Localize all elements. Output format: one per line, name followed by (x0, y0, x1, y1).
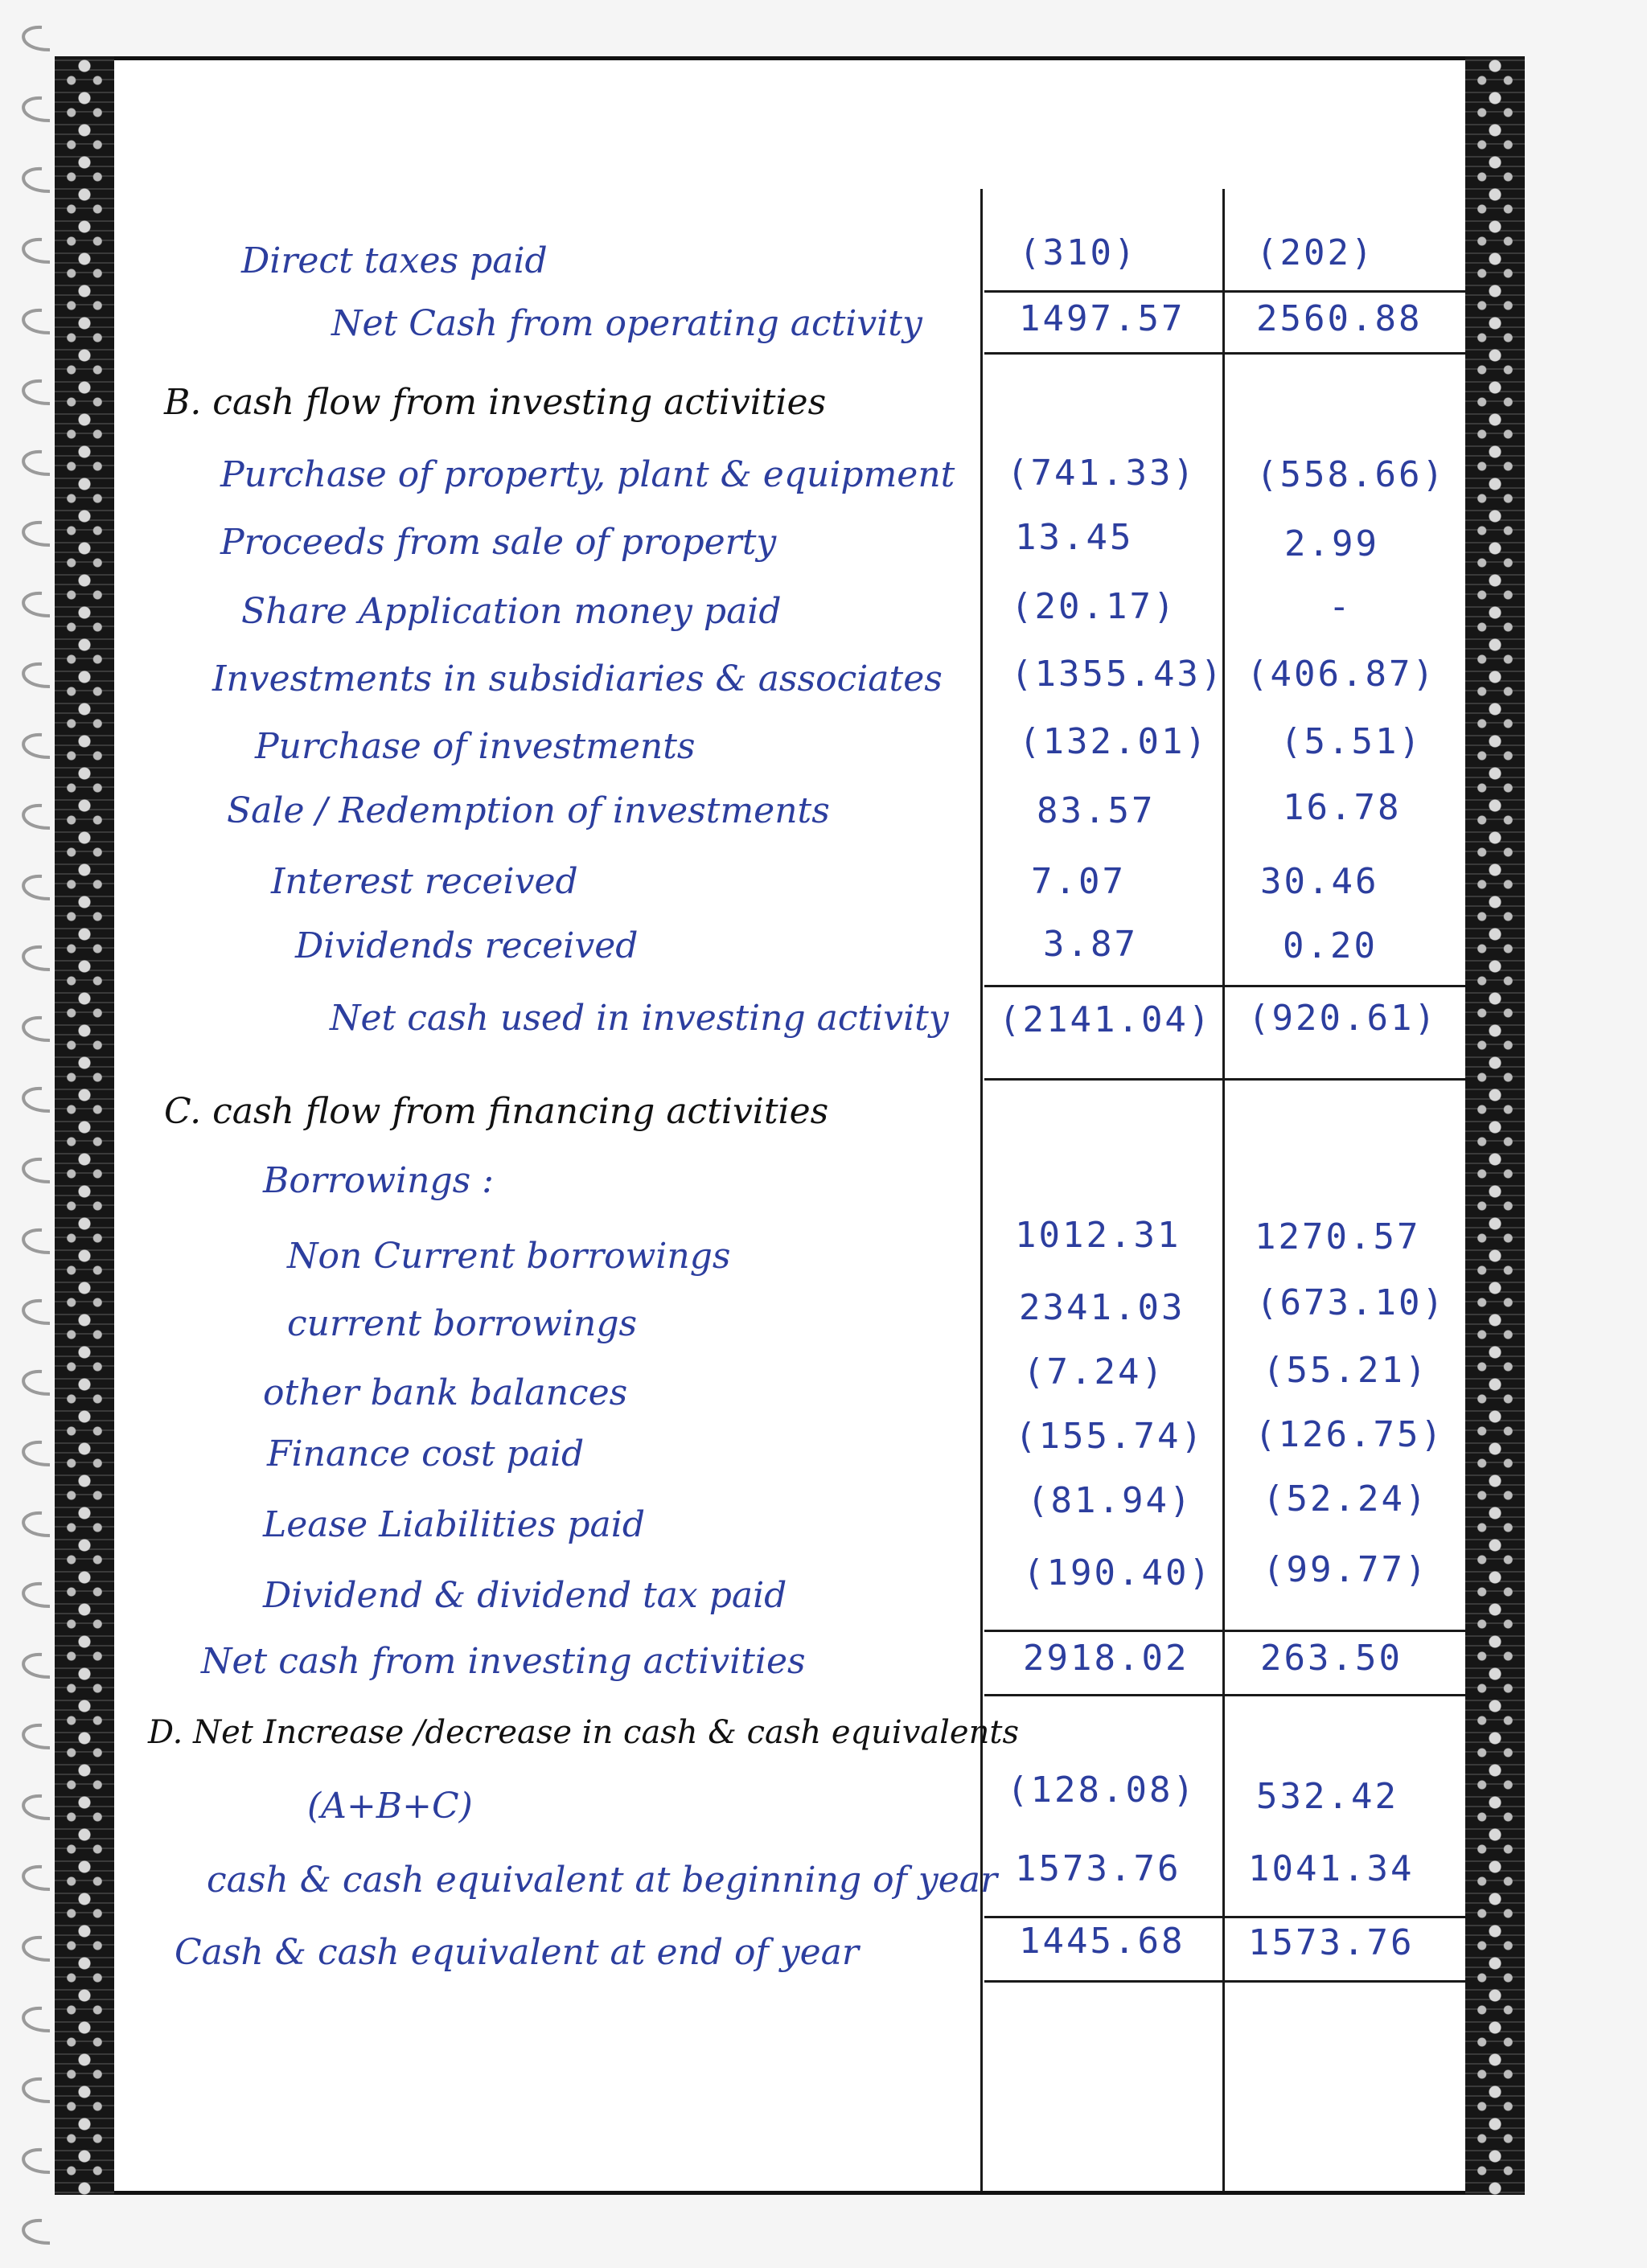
binding-ring (23, 1442, 50, 1465)
binding-ring (23, 876, 50, 899)
binding-ring (23, 1372, 50, 1394)
row-label: Proceeds from sale of property (220, 522, 777, 563)
row-value-current: 13.45 (1015, 517, 1134, 558)
row-label: Investments in subsidiaries & associates (212, 658, 943, 699)
row-label: Borrowings : (263, 1160, 495, 1201)
row-value-current: 1445.68 (1019, 1921, 1185, 1962)
binding-ring (23, 240, 50, 262)
rule (984, 290, 1465, 293)
row-label: Interest received (271, 861, 578, 902)
row-value-current: (20.17) (1011, 586, 1177, 627)
row-value-previous: 263.50 (1260, 1638, 1403, 1679)
row-value-current: (2141.04) (999, 999, 1213, 1040)
binding-ring (23, 735, 50, 757)
row-value-previous: (126.75) (1255, 1414, 1444, 1455)
row-value-previous: 2.99 (1284, 523, 1379, 564)
binding-ring (23, 381, 50, 404)
binding-ring (23, 1230, 50, 1253)
binding-ring (23, 1584, 50, 1606)
row-label: Net cash from investing activities (201, 1641, 806, 1682)
row-value-current: 2341.03 (1019, 1287, 1185, 1328)
binding-ring (23, 1159, 50, 1182)
row-label: Purchase of investments (255, 726, 696, 767)
binding-ring (23, 2150, 50, 2172)
binding-ring (23, 98, 50, 121)
row-value-previous: 16.78 (1283, 787, 1402, 828)
row-label: Finance cost paid (267, 1433, 585, 1474)
row-value-current: (190.40) (1023, 1552, 1213, 1593)
rule (984, 1630, 1465, 1632)
decorative-border-right (1465, 56, 1525, 2195)
decorative-border-left (55, 56, 114, 2195)
row-value-current: (741.33) (1007, 453, 1197, 494)
binding-ring (23, 1655, 50, 1677)
row-value-current: 83.57 (1037, 790, 1156, 831)
rule (984, 1694, 1465, 1696)
row-value-previous: 1270.57 (1255, 1216, 1421, 1257)
binding-ring (23, 806, 50, 828)
row-value-previous: 0.20 (1283, 925, 1378, 966)
row-value-current: 1497.57 (1019, 298, 1185, 339)
binding-ring (23, 523, 50, 545)
binding-ring (23, 664, 50, 687)
row-value-previous: (52.24) (1263, 1479, 1429, 1520)
rule (984, 1916, 1465, 1918)
row-value-current: (1355.43) (1011, 654, 1225, 695)
row-value-current: 2918.02 (1023, 1638, 1189, 1679)
binding-ring (23, 1301, 50, 1323)
row-label: Sale / Redemption of investments (227, 790, 830, 831)
row-value-previous: (55.21) (1263, 1350, 1429, 1391)
row-value-previous: 1573.76 (1248, 1922, 1415, 1963)
row-value-previous: (406.87) (1247, 654, 1436, 695)
binding-ring (23, 2221, 50, 2243)
binding-ring (23, 169, 50, 191)
row-value-current: (155.74) (1015, 1416, 1205, 1457)
rule (984, 1980, 1465, 1983)
binding-ring (23, 947, 50, 970)
row-value-previous: 30.46 (1260, 861, 1379, 902)
cash-flow-statement (114, 56, 1465, 2195)
row-value-current: 1012.31 (1015, 1215, 1181, 1256)
row-label: Non Current borrowings (287, 1236, 731, 1277)
binding-ring (23, 2008, 50, 2031)
row-value-previous: (558.66) (1256, 454, 1446, 495)
rule (984, 1078, 1465, 1081)
binding-ring (23, 452, 50, 474)
binding-ring (23, 1938, 50, 1960)
binding-ring (23, 2079, 50, 2102)
row-label: Net cash used in investing activity (330, 998, 949, 1039)
row-value-current: (310) (1019, 232, 1138, 273)
row-value-previous: - (1329, 586, 1353, 627)
row-value-previous: (920.61) (1248, 998, 1438, 1039)
binding-ring (23, 1725, 50, 1748)
row-value-previous: (99.77) (1263, 1549, 1429, 1590)
row-label: Dividends received (295, 925, 639, 966)
rule (984, 352, 1465, 355)
row-value-current: 7.07 (1031, 861, 1126, 902)
row-value-current: (128.08) (1007, 1770, 1197, 1811)
row-label: other bank balances (263, 1372, 628, 1413)
binding-ring (23, 1089, 50, 1111)
binding-ring (23, 1867, 50, 1889)
row-value-previous: (202) (1256, 232, 1375, 273)
spiral-binding (0, 0, 56, 2268)
row-value-previous: 532.42 (1256, 1776, 1399, 1817)
row-label: cash & cash equivalent at beginning of year (207, 1860, 998, 1901)
row-label: Net Cash from operating activity (331, 303, 922, 344)
row-value-current: (81.94) (1027, 1480, 1193, 1521)
binding-ring (23, 1796, 50, 1819)
rule (984, 985, 1465, 987)
row-label: Dividend & dividend tax paid (263, 1575, 787, 1616)
row-label: (A+B+C) (307, 1786, 473, 1827)
row-value-previous: 2560.88 (1256, 298, 1423, 339)
column-rule-2 (1222, 189, 1225, 2191)
row-value-previous: (5.51) (1280, 721, 1423, 762)
row-value-current: (7.24) (1023, 1351, 1165, 1392)
section-heading: B. cash flow from investing activities (164, 382, 827, 423)
section-heading: C. cash flow from financing activities (164, 1091, 829, 1132)
row-value-current: (132.01) (1019, 721, 1209, 762)
row-label: Direct taxes paid (241, 240, 548, 281)
row-label: current borrowings (287, 1303, 638, 1344)
binding-ring (23, 310, 50, 333)
row-label: Share Application money paid (241, 591, 782, 632)
row-value-previous: (673.10) (1256, 1282, 1446, 1323)
row-label: Cash & cash equivalent at end of year (175, 1932, 859, 1973)
row-label: Lease Liabilities paid (263, 1504, 645, 1545)
binding-ring (23, 1018, 50, 1040)
binding-ring (23, 27, 50, 50)
binding-ring (23, 1513, 50, 1536)
row-value-previous: 1041.34 (1248, 1848, 1415, 1889)
section-heading: D. Net Increase /decrease in cash & cash equivalents (148, 1714, 1019, 1751)
row-label: Purchase of property, plant & equipment (220, 454, 955, 495)
row-value-current: 3.87 (1043, 924, 1138, 965)
binding-ring (23, 593, 50, 616)
row-value-current: 1573.76 (1015, 1848, 1181, 1889)
